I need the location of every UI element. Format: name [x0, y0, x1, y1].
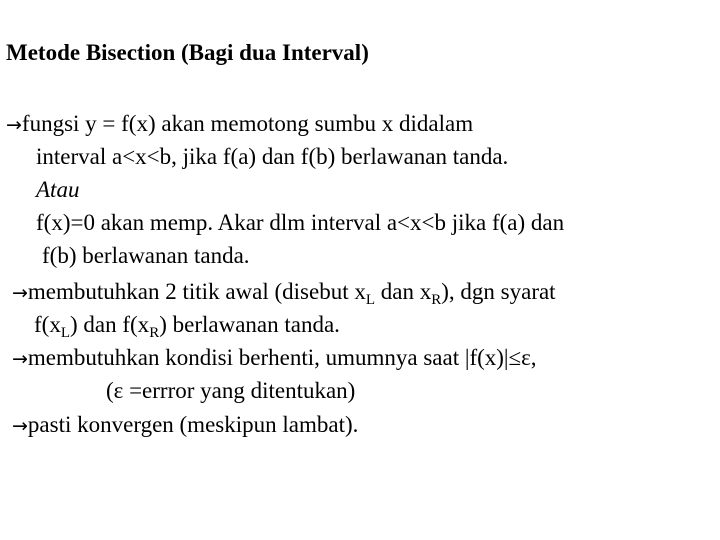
- line-2-text: interval a<x<b, jika f(a) dan f(b) berlawanan tanda.: [36, 144, 509, 169]
- line-7-text-b: ) dan f(x: [70, 312, 150, 337]
- page-title: Metode Bisection (Bagi dua Interval): [6, 40, 369, 65]
- bullet-line-8: [12, 346, 537, 369]
- subscript-l: L: [365, 292, 376, 308]
- line-6-text-b: dan x: [375, 279, 432, 304]
- line-4-text: f(x)=0 akan memp. Akar dlm interval a<x<b jika f(a) dan: [36, 210, 565, 235]
- line-6-text-a: membutuhkan 2 titik awal (disebut x: [27, 279, 366, 304]
- line-2: [36, 145, 508, 168]
- line-8-text: membutuhkan kondisi berhenti, umumnya saat |f(x)|≤ε,: [27, 345, 537, 370]
- line-9-text: (ε =errror yang ditentukan): [106, 378, 356, 403]
- arrow-right-icon: →: [6, 114, 22, 136]
- line-7: [34, 312, 340, 341]
- line-5-text: f(b) berlawanan tanda.: [42, 243, 250, 268]
- line-6-text-c: ), dgn syarat: [441, 279, 556, 304]
- arrow-right-icon: →: [12, 415, 28, 437]
- line-4: [36, 211, 564, 234]
- arrow-right-icon: →: [12, 282, 28, 304]
- line-3-text: Atau: [36, 177, 80, 202]
- bullet-line-1: [6, 112, 473, 135]
- line-7-text-c: ) berlawanan tanda.: [159, 312, 340, 337]
- line-10-text: pasti konvergen (meskipun lambat).: [27, 412, 359, 437]
- subscript-r: R: [431, 292, 442, 308]
- line-7-text-a: f(x: [34, 312, 61, 337]
- line-9: [106, 379, 355, 402]
- subscript-r: R: [149, 325, 160, 341]
- line-1-text: fungsi y = f(x) akan memotong sumbu x didalam: [21, 111, 474, 136]
- line-3: [36, 178, 79, 201]
- subscript-l: L: [60, 325, 70, 341]
- arrow-right-icon: →: [12, 348, 28, 370]
- bullet-line-6: [12, 279, 556, 308]
- line-5: [42, 244, 250, 267]
- bullet-line-10: [12, 413, 358, 436]
